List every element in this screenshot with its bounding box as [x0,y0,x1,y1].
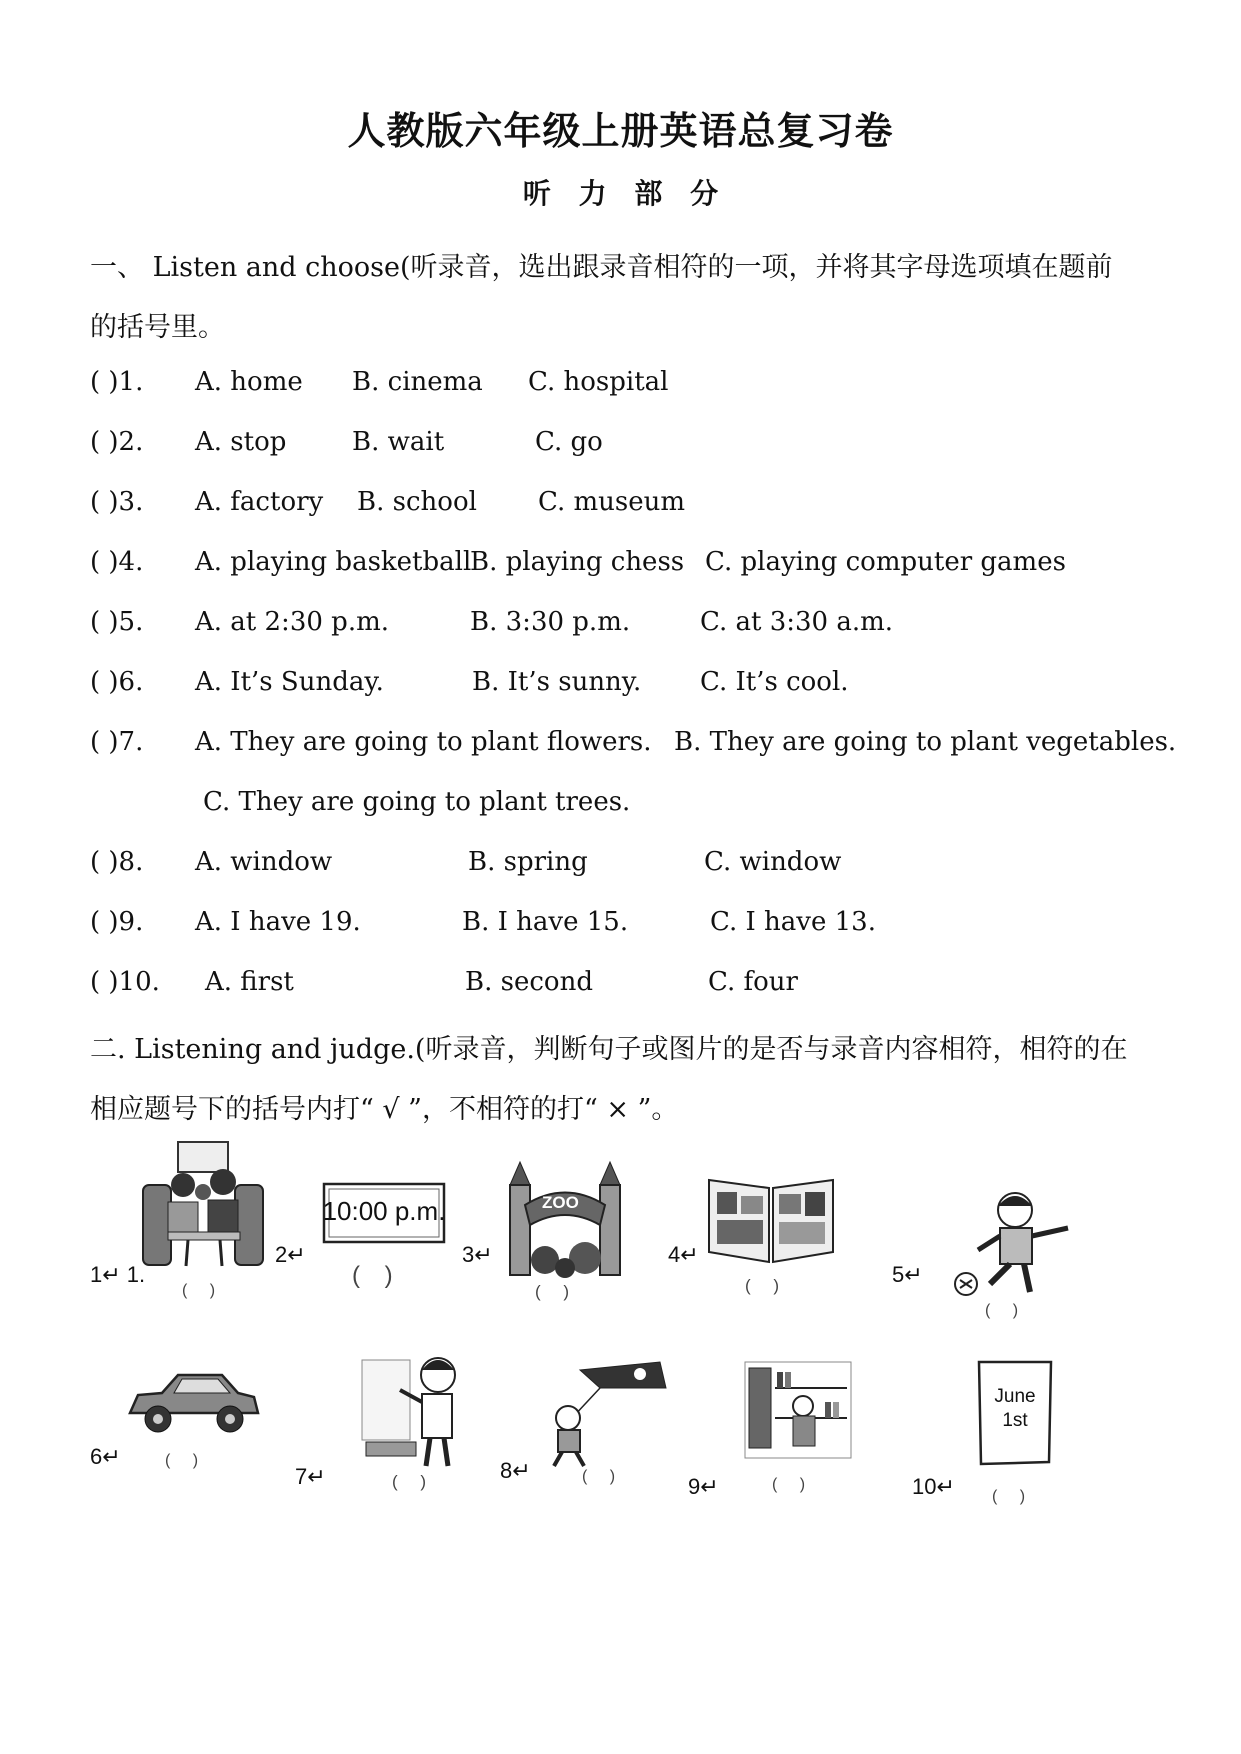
option-c: C. It’s cool. [700,667,849,697]
option-a: A. They are going to plant flowers. [195,727,652,757]
item-label: 5↵ [892,1262,923,1287]
item-label: 4↵ [668,1242,699,1267]
reading-shelf-icon [735,1358,855,1463]
section1-heading-cont: 的括号里。 [90,312,225,343]
family-dinner-icon [138,1140,268,1270]
option-a: A. It’s Sunday. [195,667,384,697]
answer-parens: ( ) [352,1262,393,1289]
open-book-icon [705,1170,837,1266]
question-number: ( )10. [90,967,160,997]
item-label: 2↵ [275,1242,306,1267]
answer-parens: ( ) [985,1302,1019,1319]
answer-parens: ( ) [165,1452,199,1469]
boy-football-icon [950,1188,1090,1298]
option-b: B. spring [468,847,588,877]
option-c: C. hospital [528,367,669,397]
question-number: ( )5. [90,607,144,637]
option-b: B. I have 15. [462,907,629,937]
section1-heading: 一、 Listen and choose(听录音，选出跟录音相符的一项，并将其字母选项填在题前 [90,252,1113,283]
answer-parens: ( ) [772,1476,806,1493]
question-number: ( )3. [90,487,144,517]
question-number: ( )7. [90,727,144,757]
question-number: ( )1. [90,367,144,397]
car-icon [122,1365,262,1440]
option-a: A. home [195,367,303,397]
option-b: B. school [357,487,477,517]
option-c: C. They are going to plant trees. [203,787,631,817]
option-c: C. I have 13. [710,907,876,937]
item-label: 7↵ [295,1464,326,1489]
option-c: C. four [708,967,798,997]
option-b: B. wait [352,427,445,457]
calendar-icon [975,1358,1055,1468]
option-b: B. cinema [352,367,483,397]
option-a: A. playing basketball [195,547,472,577]
answer-parens: ( ) [582,1468,616,1485]
option-c: C. playing computer games [705,547,1066,577]
answer-parens: ( ) [182,1282,216,1299]
option-a: A. stop [195,427,287,457]
section2-heading: 二. Listening and judge.(听录音，判断句子或图片的是否与录音内容相符，相符的在 [90,1034,1128,1065]
option-a: A. first [205,967,294,997]
option-c: C. window [704,847,842,877]
section2-heading-cont: 相应题号下的括号内打“ √ ”，不相符的打“ × ”。 [90,1094,679,1125]
page-title: 人教版六年级上册英语总复习卷 [347,108,894,153]
answer-parens: ( ) [392,1472,427,1491]
answer-parens: ( ) [535,1282,570,1301]
question-number: ( )2. [90,427,144,457]
calendar-month: June [994,1386,1036,1407]
option-c: C. go [535,427,603,457]
question-number: ( )9. [90,907,144,937]
kite-flying-icon [540,1358,670,1468]
item-label: 3↵ [462,1242,493,1267]
boy-teacher-icon [360,1350,470,1470]
item-label: 9↵ [688,1474,719,1499]
zoo-text: ZOO [542,1193,579,1212]
question-number: ( )4. [90,547,144,577]
option-b: B. 3:30 p.m. [470,607,631,637]
answer-parens: ( ) [745,1276,780,1295]
calendar-day: 1st [1002,1410,1028,1431]
item-label: 10↵ [912,1474,955,1499]
question-number: ( )8. [90,847,144,877]
option-b: B. It’s sunny. [472,667,642,697]
clock-sign-icon [322,1182,446,1244]
item-label: 8↵ [500,1458,531,1483]
option-c: C. at 3:30 a.m. [700,607,894,637]
page-subtitle: 听 力 部 分 [522,177,719,210]
option-b: B. second [465,967,593,997]
option-a: A. I have 19. [195,907,361,937]
question-number: ( )6. [90,667,144,697]
answer-parens: ( ) [992,1488,1026,1505]
clock-time: 10:00 p.m. [322,1196,446,1226]
option-a: A. window [195,847,333,877]
option-a: A. factory [195,487,324,517]
option-b: B. playing chess [470,547,685,577]
item-label: 6↵ [90,1444,121,1469]
zoo-gate-icon [500,1160,630,1280]
option-b: B. They are going to plant vegetables. [674,727,1177,757]
option-a: A. at 2:30 p.m. [195,607,389,637]
option-c: C. museum [538,487,686,517]
item-label: 1↵ 1. [90,1262,146,1287]
picture-grid [0,1140,1241,1560]
